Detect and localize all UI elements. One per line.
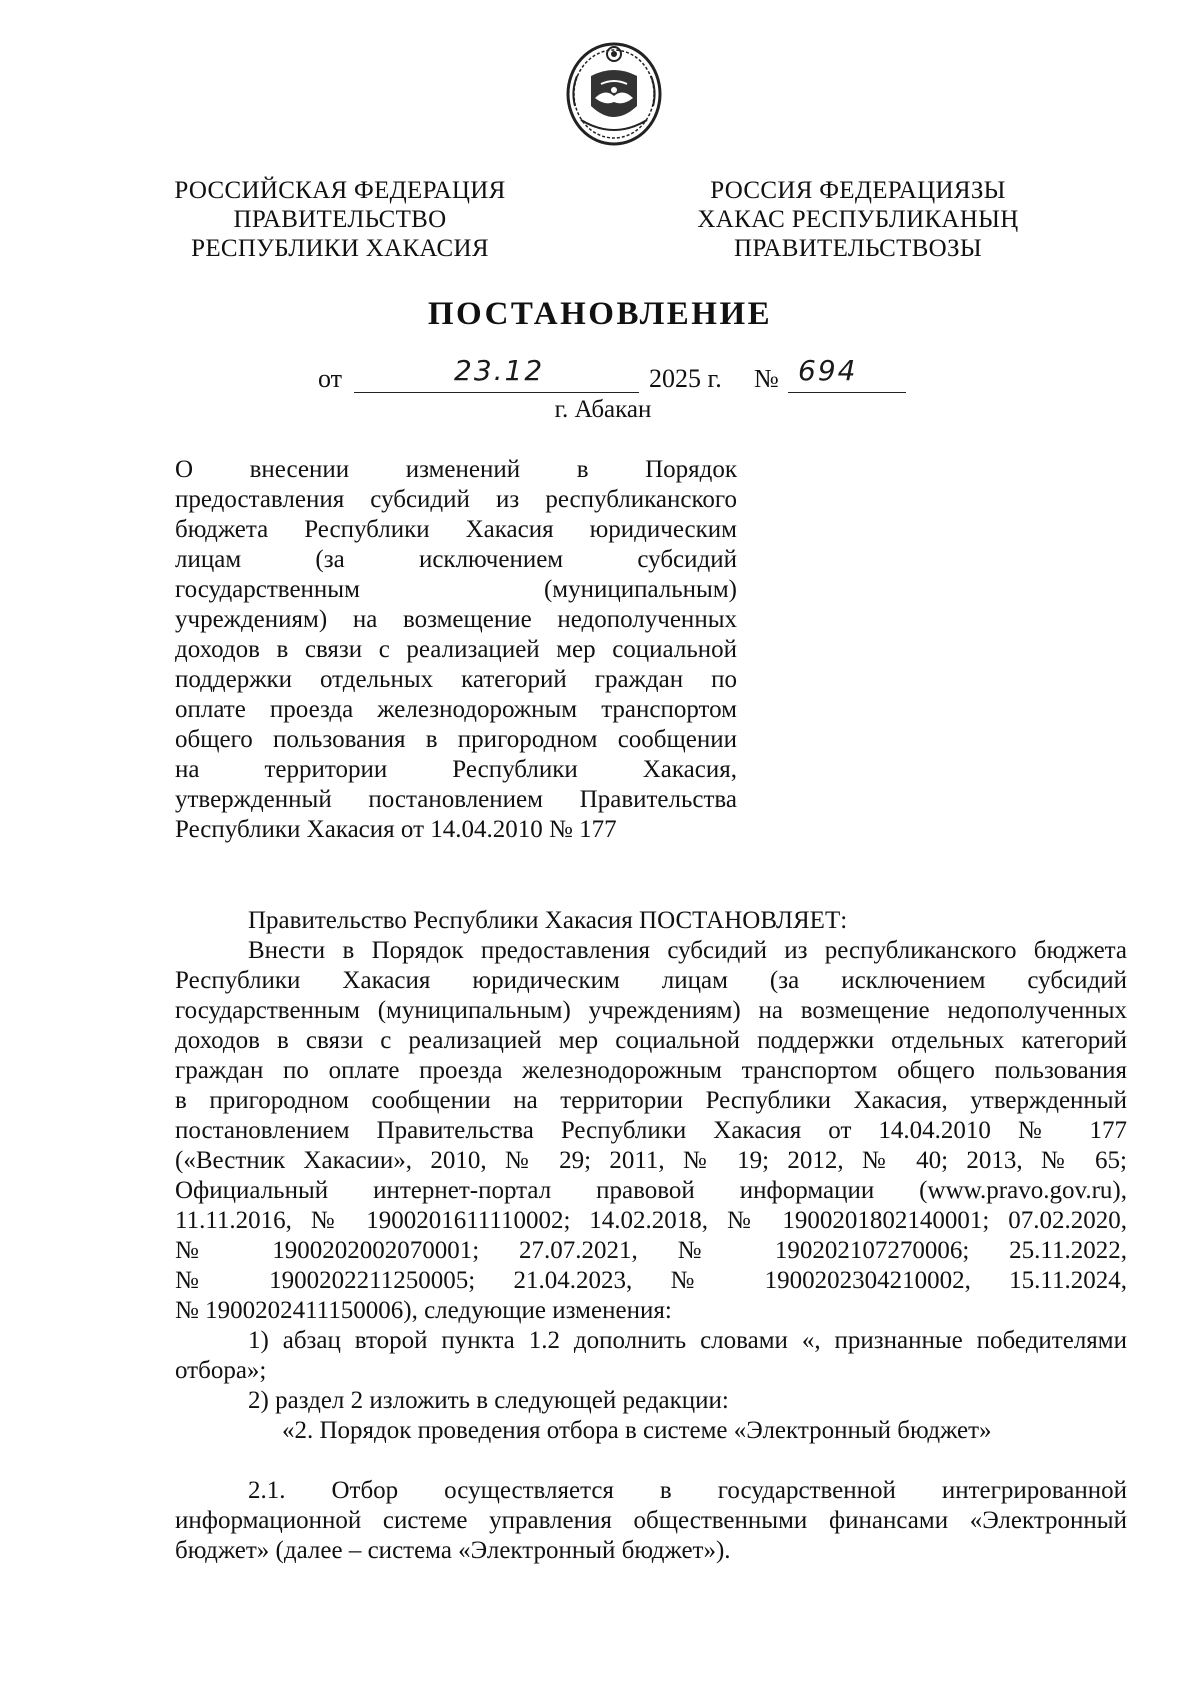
- header-right-line-3: ПРАВИТЕЛЬСТВОЗЫ: [734, 235, 982, 262]
- main-paragraph-line: граждан по оплате проезда железнодорожным транспортом общего пользования: [175, 1057, 1127, 1084]
- main-paragraph-line: № 1900202411150006), следующие изменения:: [175, 1297, 672, 1324]
- paragraph-gap: [175, 1446, 1127, 1476]
- section-2-title: «2. Порядок проведения отбора в системе «Электронный бюджет»: [282, 1417, 992, 1444]
- subject-line: Республики Хакасия от 14.04.2010 № 177: [175, 816, 617, 843]
- handwritten-number: 694: [798, 354, 858, 387]
- subject-line: доходов в связи с реализацией мер социальной: [175, 636, 737, 663]
- subject-line: поддержки отдельных категорий граждан по: [175, 666, 737, 693]
- main-paragraph-line: № 1900202002070001; 27.07.2021, № 190202107270006; 25.11.2022,: [175, 1237, 1127, 1264]
- number-label: №: [754, 364, 779, 393]
- main-paragraph-line: 11.11.2016, № 1900201611110002; 14.02.2018, № 1900201802140001; 07.02.2020,: [175, 1207, 1127, 1234]
- clause-2-1-line: бюджет» (далее – система «Электронный бюджет»).: [175, 1537, 731, 1564]
- coat-of-arms-emblem: [561, 36, 667, 148]
- city: г. Абакан: [554, 396, 652, 423]
- act-subject: [175, 455, 737, 845]
- subject-line: учреждениям) на возмещение недополученных: [175, 606, 737, 633]
- subject-line: лицам (за исключением субсидий: [175, 546, 737, 573]
- number-underline: [788, 354, 906, 393]
- main-paragraph-line: доходов в связи с реализацией мер социальной поддержки отдельных категорий: [175, 1027, 1127, 1054]
- clause-2-1-line: 2.1. Отбор осуществляется в государственной интегрированной: [248, 1477, 1127, 1504]
- header-right-line-1: РОССИЯ ФЕДЕРАЦИЯЗЫ: [710, 177, 1006, 204]
- main-paragraph-line: Официальный интернет-портал правовой информации (www.pravo.gov.ru),: [175, 1177, 1127, 1204]
- header-left-line-1: РОССИЙСКАЯ ФЕДЕРАЦИЯ: [174, 177, 506, 204]
- header-left-line-2: ПРАВИТЕЛЬСТВО: [233, 206, 447, 233]
- item-1-line: отбора»;: [175, 1357, 267, 1384]
- handwritten-date: 23.12: [454, 354, 545, 387]
- subject-line: оплате проезда железнодорожным транспортом: [175, 696, 737, 723]
- header-left-block: [150, 176, 530, 263]
- item-1-line: 1) абзац второй пункта 1.2 дополнить словами «, признанные победителями: [248, 1327, 1127, 1354]
- decree-line: Правительство Республики Хакасия ПОСТАНОВЛЯЕТ:: [248, 907, 848, 934]
- main-paragraph-line: Внести в Порядок предоставления субсидий из республиканского бюджета: [248, 937, 1127, 964]
- date-number-line: [318, 354, 918, 394]
- main-paragraph-line: Республики Хакасия юридическим лицам (за исключением субсидий: [175, 967, 1127, 994]
- subject-line: на территории Республики Хакасия,: [175, 756, 737, 783]
- subject-line: предоставления субсидий из республиканского: [175, 486, 737, 513]
- header-left-line-3: РЕСПУБЛИКИ ХАКАСИЯ: [191, 235, 489, 262]
- header-right-block: [668, 176, 1048, 263]
- year-label: 2025 г.: [649, 364, 722, 393]
- main-paragraph-line: государственным (муниципальным) учреждениям) на возмещение недополученных: [175, 997, 1127, 1024]
- date-underline: [354, 354, 639, 393]
- subject-line: утвержденный постановлением Правительства: [175, 786, 737, 813]
- subject-line: О внесении изменений в Порядок: [175, 456, 737, 483]
- document-body: [175, 906, 1127, 1566]
- subject-line: бюджета Республики Хакасия юридическим: [175, 516, 737, 543]
- header-right-line-2: ХАКАС РЕСПУБЛИКАНЫҢ: [697, 206, 1019, 233]
- document-title: ПОСТАНОВЛЕНИЕ: [427, 296, 773, 332]
- main-paragraph-line: в пригородном сообщении на территории Республики Хакасия, утвержденный: [175, 1087, 1127, 1114]
- main-paragraph-line: («Вестник Хакасии», 2010, № 29; 2011, № 19; 2012, № 40; 2013, № 65;: [175, 1147, 1127, 1174]
- from-label: от: [318, 364, 343, 393]
- item-2-line: 2) раздел 2 изложить в следующей редакции:: [248, 1387, 729, 1414]
- main-paragraph-line: № 1900202211250005; 21.04.2023, № 1900202304210002, 15.11.2024,: [175, 1267, 1127, 1294]
- main-paragraph-line: постановлением Правительства Республики Хакасия от 14.04.2010 № 177: [175, 1117, 1127, 1144]
- subject-line: государственным (муниципальным): [175, 576, 737, 603]
- clause-2-1-line: информационной системе управления общественными финансами «Электронный: [175, 1507, 1127, 1534]
- subject-line: общего пользования в пригородном сообщении: [175, 726, 737, 753]
